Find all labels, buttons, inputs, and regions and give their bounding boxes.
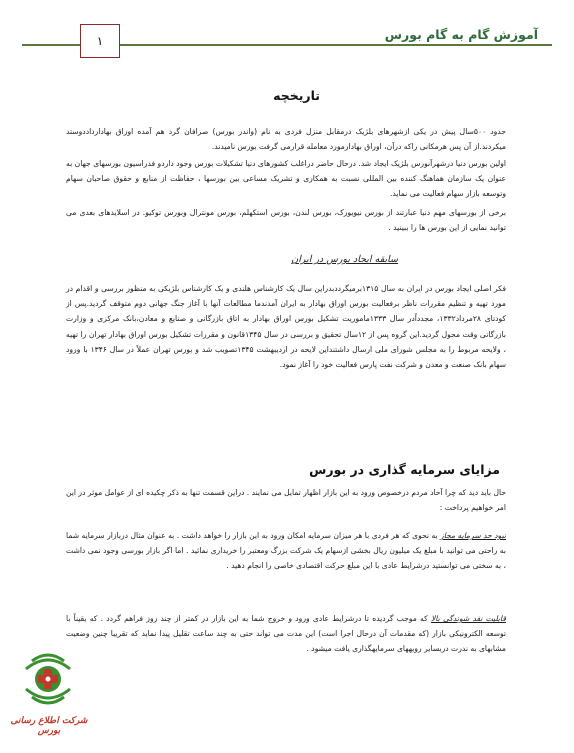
history-paragraph-3: برخی از بورسهای مهم دنیا عبارتند از بورس نیویورک، بورس لندن، بورس استکهلم، بورس مونترال وبورس توکیو. در اسلایدهای بعدی می توانید نمایی از این بورس ها را ببینید . [66,208,506,233]
history-paragraph-2: اولین بورس دنیا درشهرآنورس بلژیک ایجاد شد. درحال حاضر دراغلب کشورهای دنیا تشکیلات بورس وجود داردو فدراسیون بورسهای جهان به عنوان یک سازمان هماهنگ کننده بین المللی نسبت به همکاری و تشریک مساعی بین بورسها ، حفاظت از منابع و حقوق صاحبان سهام وتوسعه بازار سهام فعالیت می نماید. [66,159,506,199]
history-paragraph-1: حدود ۵۰۰سال پیش در یکی ازشهرهای بلژیک درمقابل منزل فردی به نام (واندر بورس) صرافان گرد هم آمده اوراق بهادارداددوستد میکردند.از آن پس هرمکانی راکه درآن، اوراق بهادارمورد معامله قرارمی گرفت بورس نامیدند. [66,127,506,152]
benefit-2-text: که موجب گردیده تا درشرایط عادی ورود و خروج شما به این بازار در کمتر از چند روز فراهم گردد . که یقیناً با توسعه الکترونیکی بازار (که مقدمات آن درحال اجرا است) این مدت می تواند حتی به چند ساعت تقلیل پیدا نماید که تقریبا چنین وضعیت مشابهای به ندرت دربسایر رویههای سرمایهگذاری یافت میشود . [66,614,506,654]
iran-subheading: سابقه ایجاد بورس در ایران [291,254,398,265]
benefit-1-lead: نبود حد سرمایه مجاز [440,531,507,540]
benefit-2-paragraph [66,611,506,657]
benefit-1-text: به نحوی که هر فردی با هر میزان سرمایه امکان ورود به این بازار را خواهد داشت . به عنوان مثال دربازار سرمایه شما به راحتی می توانید با مبلغ یک میلیون ریال بخشی ازسهام یک شرکت بزرگ ومعتبر را خریداری نمائید . اما اگر بازار بورسی وجود نمی داشت ، به سختی می توانستید درشرایط عادی با این مبلغ حرکت اقتصادی خاصی را انجام دهید . [66,531,506,571]
header-title: آموزش گام به گام بورس [384,27,538,42]
benefit-2-lead: قابلیت نقد شوندگی بالا [430,614,506,623]
logo-caption: شرکت اطلاع رسانی بورس [10,716,88,736]
page-number: ۱ [96,34,104,48]
iran-paragraph: فکر اصلی ایجاد بورس در ایران به سال ۱۳۱۵برمیگرددبدراین سال یک کارشناس هلندی و یک کارشناس بلژیکی به منظور بررسی و اقدام در مورد تهیه و تنظیم مقررات ناظر برفعالیت بورس اوراق بهادار به ایران آمدندما مطالعات آنها با آغاز جنگ جهانی دوم متوقف گردید.پس از کودتای ۲۸مرداد۱۳۳۲، مجدداًدر سال ۱۳۳۳ماموریت تشکیل بورس اوراق بهادار به اتاق بازرگانی و صنایع و معادن،بانک مرکزی و وزارت بازرگانی وقت محول گردید.این گروه پس از ۱۲سال تحقیق و بررسی در سال ۱۳۴۵قانون و مقررات تشکیل بورس اوراق بهادار تهران را تهیه ، ولایحه مربوط را به مجلس شورای ملی ارسال داشتنداین لایحه در اردیبهشت ۱۳۴۵تصویب شد و بورس تهران عملاً در سال ۱۳۴۶ با ورود سهام بانک صنعت و معدن و شرکت نفت پارس فعالیت خود را آغاز نمود. [66,284,506,370]
benefit-1-paragraph [66,528,506,574]
benefits-heading: مزایای سرمایه گذاری در بورس [309,462,500,477]
history-heading: تاریخچه [273,88,320,103]
benefits-paragraph: حال باید دید که چرا آحاد مردم درخصوص ورود به این بازار اظهار تمایل می نمایند . دراین قسمت تنها به ذکر چکیده ای از عوامل موثر در این امر خواهیم پرداخت : [66,488,506,513]
page-number-box [80,24,120,58]
